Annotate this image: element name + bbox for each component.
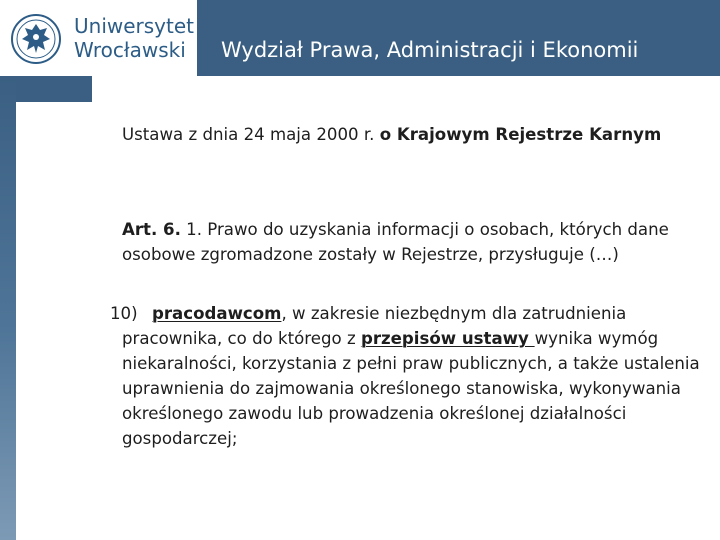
law-title — [122, 122, 682, 147]
point-body — [122, 304, 700, 448]
point-text-before-link: , w zakresie niezbędnym dla zatrudnienia pracownika, co do którego z — [122, 304, 627, 348]
statute-link[interactable]: przepisów ustawy — [360, 329, 535, 348]
point-text-after-link: wynika wymóg niekaralności, korzystania z pełni praw publicznych, a także ustalenia uprawnienia do zajmowania określonego stanowiska, wykonywania określonego zawodu lub prowadzenia określonej działalności gospodarczej; — [122, 329, 700, 448]
university-name-line2: Wrocławski — [74, 38, 186, 62]
law-title-bold: o Krajowym Rejestrze Karnym — [379, 125, 662, 144]
law-title-prefix: Ustawa z dnia 24 maja 2000 r. — [122, 125, 380, 144]
article-label: Art. 6. — [122, 220, 181, 239]
university-name-line1: Uniwersytet — [74, 14, 194, 38]
article-text: 1. Prawo do uzyskania informacji o osobach, których dane osobowe zgromadzone zostały w Rejestrze, przysługuje (…) — [122, 220, 669, 264]
employers-link[interactable]: pracodawcom — [152, 304, 282, 323]
faculty-title: Wydział Prawa, Administracji i Ekonomii — [221, 38, 639, 62]
article-paragraph — [122, 217, 702, 267]
point-paragraph — [110, 301, 702, 451]
point-number: 10) — [110, 304, 138, 323]
